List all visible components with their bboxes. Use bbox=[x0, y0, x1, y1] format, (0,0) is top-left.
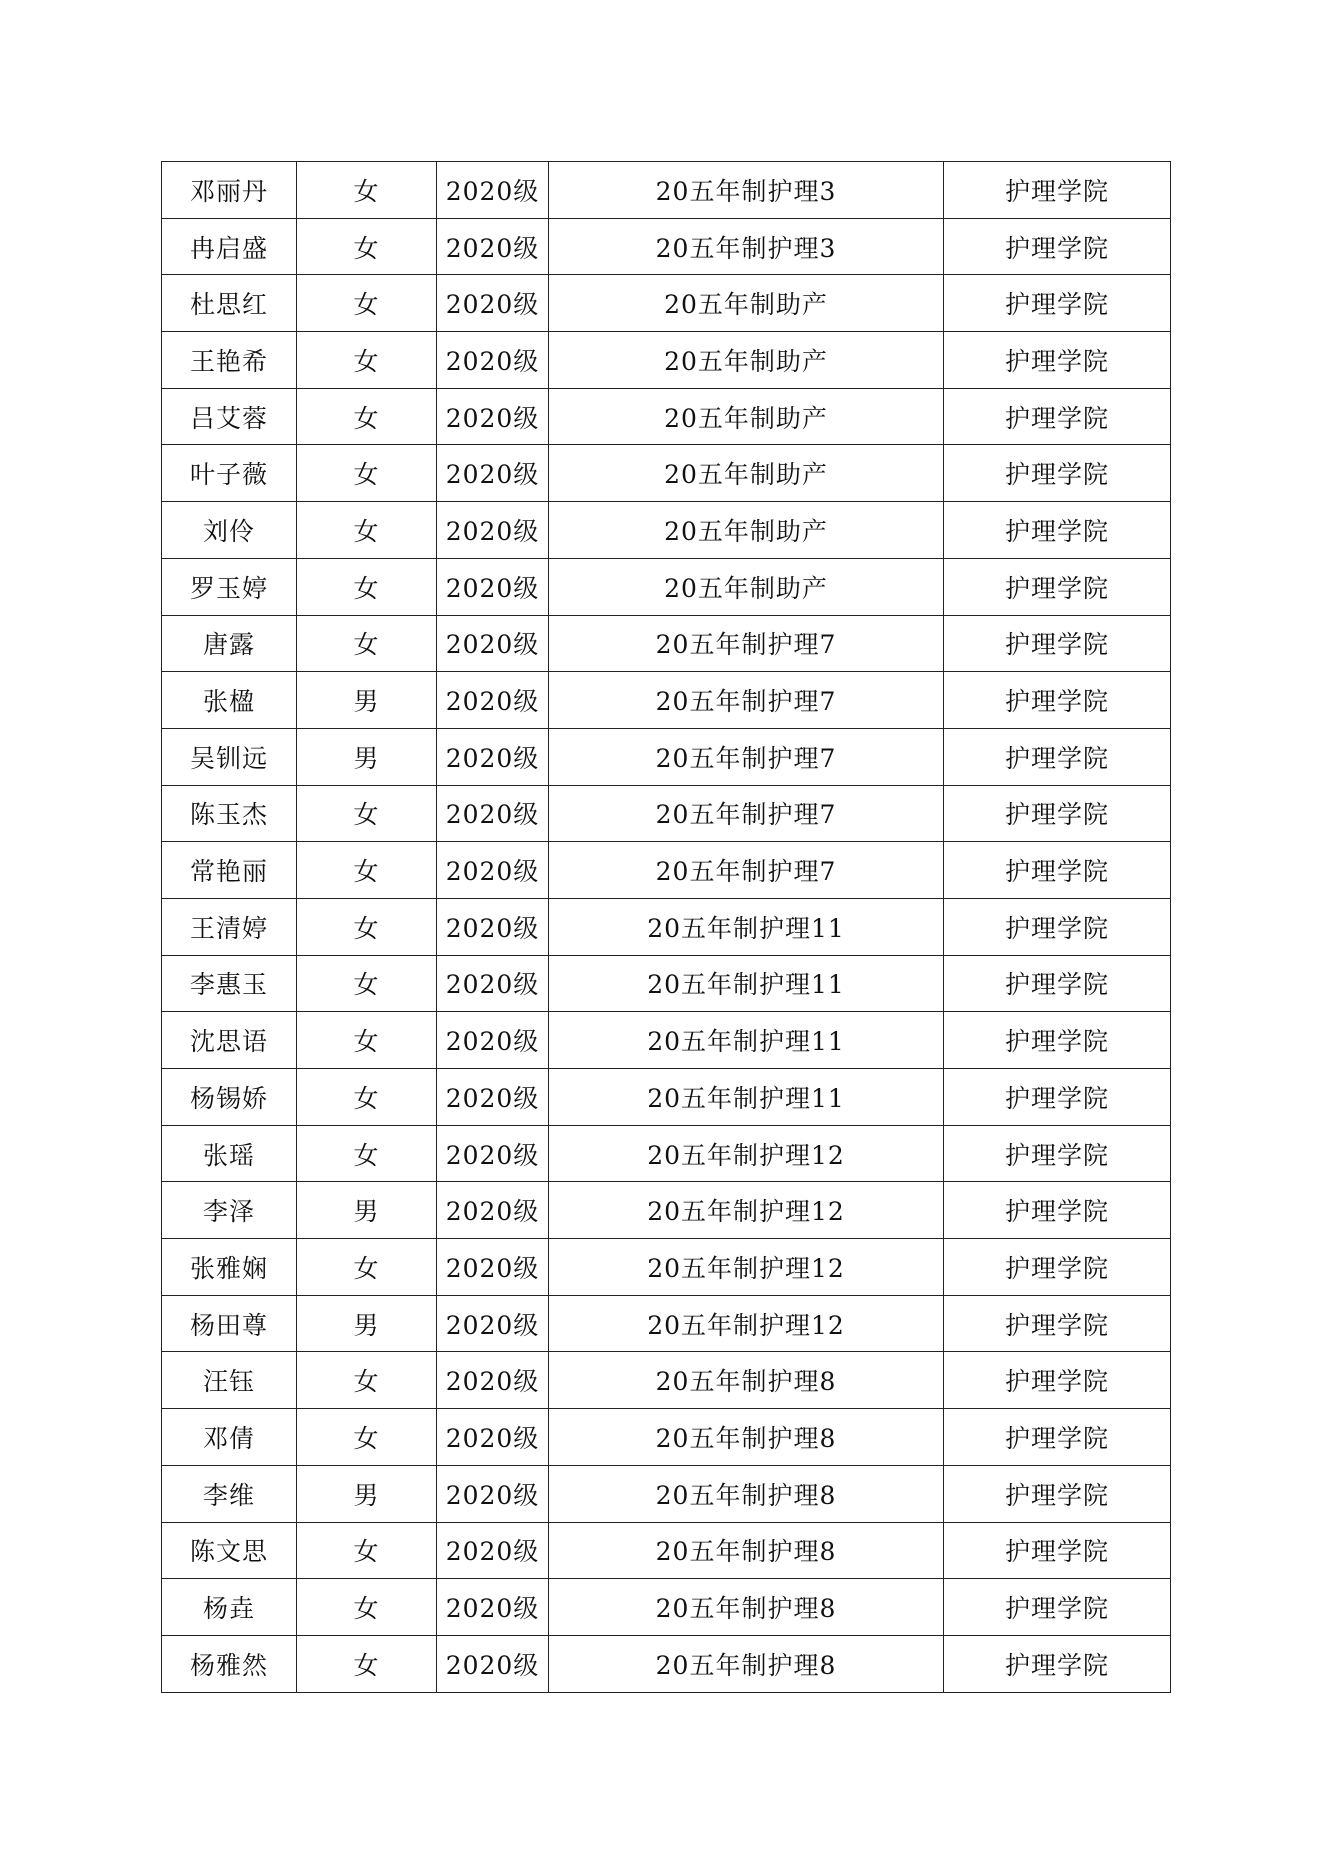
grade-cell: 2020级 bbox=[437, 728, 549, 785]
grade-cell: 2020级 bbox=[437, 502, 549, 559]
table-row bbox=[162, 898, 1171, 955]
student-name-cell: 常艳丽 bbox=[162, 842, 297, 899]
student-name-cell: 杨锡娇 bbox=[162, 1069, 297, 1126]
grade-cell: 2020级 bbox=[437, 1239, 549, 1296]
class-cell: 20五年制护理3 bbox=[549, 162, 944, 219]
class-cell: 20五年制护理7 bbox=[549, 728, 944, 785]
grade-cell: 2020级 bbox=[437, 162, 549, 219]
college-cell: 护理学院 bbox=[944, 1125, 1171, 1182]
table-row bbox=[162, 672, 1171, 729]
college-cell: 护理学院 bbox=[944, 1069, 1171, 1126]
class-cell: 20五年制护理7 bbox=[549, 672, 944, 729]
class-cell: 20五年制护理8 bbox=[549, 1635, 944, 1692]
college-cell: 护理学院 bbox=[944, 1239, 1171, 1296]
college-cell: 护理学院 bbox=[944, 1579, 1171, 1636]
student-name-cell: 李泽 bbox=[162, 1182, 297, 1239]
student-name-cell: 吕艾蓉 bbox=[162, 388, 297, 445]
student-name-cell: 汪钰 bbox=[162, 1352, 297, 1409]
grade-cell: 2020级 bbox=[437, 955, 549, 1012]
gender-cell: 女 bbox=[297, 1352, 437, 1409]
college-cell: 护理学院 bbox=[944, 1352, 1171, 1409]
class-cell: 20五年制助产 bbox=[549, 332, 944, 389]
class-cell: 20五年制护理8 bbox=[549, 1352, 944, 1409]
class-cell: 20五年制护理12 bbox=[549, 1295, 944, 1352]
grade-cell: 2020级 bbox=[437, 1125, 549, 1182]
gender-cell: 女 bbox=[297, 1012, 437, 1069]
grade-cell: 2020级 bbox=[437, 388, 549, 445]
table-row bbox=[162, 332, 1171, 389]
table-row bbox=[162, 1012, 1171, 1069]
gender-cell: 女 bbox=[297, 1635, 437, 1692]
grade-cell: 2020级 bbox=[437, 1352, 549, 1409]
grade-cell: 2020级 bbox=[437, 672, 549, 729]
gender-cell: 男 bbox=[297, 1295, 437, 1352]
college-cell: 护理学院 bbox=[944, 785, 1171, 842]
student-name-cell: 叶子薇 bbox=[162, 445, 297, 502]
college-cell: 护理学院 bbox=[944, 388, 1171, 445]
gender-cell: 男 bbox=[297, 1182, 437, 1239]
class-cell: 20五年制护理12 bbox=[549, 1125, 944, 1182]
table-row bbox=[162, 1409, 1171, 1466]
gender-cell: 女 bbox=[297, 445, 437, 502]
college-cell: 护理学院 bbox=[944, 218, 1171, 275]
college-cell: 护理学院 bbox=[944, 502, 1171, 559]
grade-cell: 2020级 bbox=[437, 898, 549, 955]
table-row bbox=[162, 218, 1171, 275]
student-name-cell: 杨田尊 bbox=[162, 1295, 297, 1352]
grade-cell: 2020级 bbox=[437, 842, 549, 899]
table-row bbox=[162, 388, 1171, 445]
student-name-cell: 王清婷 bbox=[162, 898, 297, 955]
grade-cell: 2020级 bbox=[437, 445, 549, 502]
student-name-cell: 张瑶 bbox=[162, 1125, 297, 1182]
table-row bbox=[162, 785, 1171, 842]
grade-cell: 2020级 bbox=[437, 1579, 549, 1636]
gender-cell: 女 bbox=[297, 1522, 437, 1579]
grade-cell: 2020级 bbox=[437, 1465, 549, 1522]
grade-cell: 2020级 bbox=[437, 332, 549, 389]
table-row bbox=[162, 1069, 1171, 1126]
student-name-cell: 罗玉婷 bbox=[162, 558, 297, 615]
college-cell: 护理学院 bbox=[944, 1465, 1171, 1522]
table-row bbox=[162, 1295, 1171, 1352]
gender-cell: 女 bbox=[297, 842, 437, 899]
table-row bbox=[162, 1239, 1171, 1296]
gender-cell: 女 bbox=[297, 898, 437, 955]
gender-cell: 女 bbox=[297, 1069, 437, 1126]
student-name-cell: 杜思红 bbox=[162, 275, 297, 332]
grade-cell: 2020级 bbox=[437, 275, 549, 332]
table-row bbox=[162, 558, 1171, 615]
gender-cell: 女 bbox=[297, 785, 437, 842]
table-row bbox=[162, 502, 1171, 559]
gender-cell: 女 bbox=[297, 502, 437, 559]
college-cell: 护理学院 bbox=[944, 445, 1171, 502]
class-cell: 20五年制护理3 bbox=[549, 218, 944, 275]
class-cell: 20五年制护理7 bbox=[549, 842, 944, 899]
table-row bbox=[162, 842, 1171, 899]
class-cell: 20五年制护理12 bbox=[549, 1239, 944, 1296]
student-name-cell: 杨雅然 bbox=[162, 1635, 297, 1692]
student-roster-table bbox=[161, 161, 1171, 1693]
table-row bbox=[162, 1635, 1171, 1692]
college-cell: 护理学院 bbox=[944, 955, 1171, 1012]
gender-cell: 女 bbox=[297, 1579, 437, 1636]
college-cell: 护理学院 bbox=[944, 898, 1171, 955]
college-cell: 护理学院 bbox=[944, 1012, 1171, 1069]
table-row bbox=[162, 955, 1171, 1012]
college-cell: 护理学院 bbox=[944, 1182, 1171, 1239]
gender-cell: 女 bbox=[297, 162, 437, 219]
student-name-cell: 吴钏远 bbox=[162, 728, 297, 785]
college-cell: 护理学院 bbox=[944, 1295, 1171, 1352]
student-name-cell: 杨垚 bbox=[162, 1579, 297, 1636]
gender-cell: 女 bbox=[297, 615, 437, 672]
college-cell: 护理学院 bbox=[944, 615, 1171, 672]
college-cell: 护理学院 bbox=[944, 558, 1171, 615]
gender-cell: 男 bbox=[297, 728, 437, 785]
student-name-cell: 王艳希 bbox=[162, 332, 297, 389]
student-name-cell: 陈文思 bbox=[162, 1522, 297, 1579]
college-cell: 护理学院 bbox=[944, 162, 1171, 219]
table-row bbox=[162, 728, 1171, 785]
class-cell: 20五年制护理12 bbox=[549, 1182, 944, 1239]
table-row bbox=[162, 1352, 1171, 1409]
college-cell: 护理学院 bbox=[944, 275, 1171, 332]
student-name-cell: 李维 bbox=[162, 1465, 297, 1522]
student-name-cell: 邓倩 bbox=[162, 1409, 297, 1466]
grade-cell: 2020级 bbox=[437, 1522, 549, 1579]
gender-cell: 女 bbox=[297, 1125, 437, 1182]
class-cell: 20五年制助产 bbox=[549, 445, 944, 502]
table-row bbox=[162, 162, 1171, 219]
gender-cell: 男 bbox=[297, 1465, 437, 1522]
class-cell: 20五年制助产 bbox=[549, 502, 944, 559]
grade-cell: 2020级 bbox=[437, 1295, 549, 1352]
table-row bbox=[162, 1522, 1171, 1579]
gender-cell: 女 bbox=[297, 218, 437, 275]
table-row bbox=[162, 1125, 1171, 1182]
student-name-cell: 沈思语 bbox=[162, 1012, 297, 1069]
class-cell: 20五年制护理8 bbox=[549, 1409, 944, 1466]
class-cell: 20五年制护理7 bbox=[549, 615, 944, 672]
class-cell: 20五年制护理11 bbox=[549, 1069, 944, 1126]
grade-cell: 2020级 bbox=[437, 615, 549, 672]
grade-cell: 2020级 bbox=[437, 1409, 549, 1466]
college-cell: 护理学院 bbox=[944, 842, 1171, 899]
table-row bbox=[162, 1182, 1171, 1239]
class-cell: 20五年制护理8 bbox=[549, 1465, 944, 1522]
class-cell: 20五年制助产 bbox=[549, 275, 944, 332]
gender-cell: 女 bbox=[297, 955, 437, 1012]
grade-cell: 2020级 bbox=[437, 558, 549, 615]
roster-body bbox=[162, 162, 1171, 1693]
college-cell: 护理学院 bbox=[944, 332, 1171, 389]
student-name-cell: 唐露 bbox=[162, 615, 297, 672]
college-cell: 护理学院 bbox=[944, 672, 1171, 729]
college-cell: 护理学院 bbox=[944, 728, 1171, 785]
grade-cell: 2020级 bbox=[437, 1635, 549, 1692]
grade-cell: 2020级 bbox=[437, 1069, 549, 1126]
college-cell: 护理学院 bbox=[944, 1635, 1171, 1692]
student-name-cell: 邓丽丹 bbox=[162, 162, 297, 219]
student-name-cell: 李惠玉 bbox=[162, 955, 297, 1012]
gender-cell: 女 bbox=[297, 332, 437, 389]
class-cell: 20五年制护理8 bbox=[549, 1579, 944, 1636]
table-row bbox=[162, 1465, 1171, 1522]
student-name-cell: 刘伶 bbox=[162, 502, 297, 559]
gender-cell: 女 bbox=[297, 1409, 437, 1466]
table-row bbox=[162, 445, 1171, 502]
class-cell: 20五年制护理11 bbox=[549, 1012, 944, 1069]
college-cell: 护理学院 bbox=[944, 1522, 1171, 1579]
table-row bbox=[162, 615, 1171, 672]
table-row bbox=[162, 275, 1171, 332]
class-cell: 20五年制助产 bbox=[549, 558, 944, 615]
table-row bbox=[162, 1579, 1171, 1636]
grade-cell: 2020级 bbox=[437, 218, 549, 275]
student-name-cell: 张雅娴 bbox=[162, 1239, 297, 1296]
class-cell: 20五年制护理11 bbox=[549, 955, 944, 1012]
class-cell: 20五年制助产 bbox=[549, 388, 944, 445]
gender-cell: 女 bbox=[297, 1239, 437, 1296]
gender-cell: 女 bbox=[297, 275, 437, 332]
grade-cell: 2020级 bbox=[437, 1182, 549, 1239]
gender-cell: 女 bbox=[297, 558, 437, 615]
class-cell: 20五年制护理8 bbox=[549, 1522, 944, 1579]
grade-cell: 2020级 bbox=[437, 785, 549, 842]
student-name-cell: 张楹 bbox=[162, 672, 297, 729]
class-cell: 20五年制护理7 bbox=[549, 785, 944, 842]
gender-cell: 女 bbox=[297, 388, 437, 445]
gender-cell: 男 bbox=[297, 672, 437, 729]
student-name-cell: 陈玉杰 bbox=[162, 785, 297, 842]
student-name-cell: 冉启盛 bbox=[162, 218, 297, 275]
college-cell: 护理学院 bbox=[944, 1409, 1171, 1466]
class-cell: 20五年制护理11 bbox=[549, 898, 944, 955]
grade-cell: 2020级 bbox=[437, 1012, 549, 1069]
